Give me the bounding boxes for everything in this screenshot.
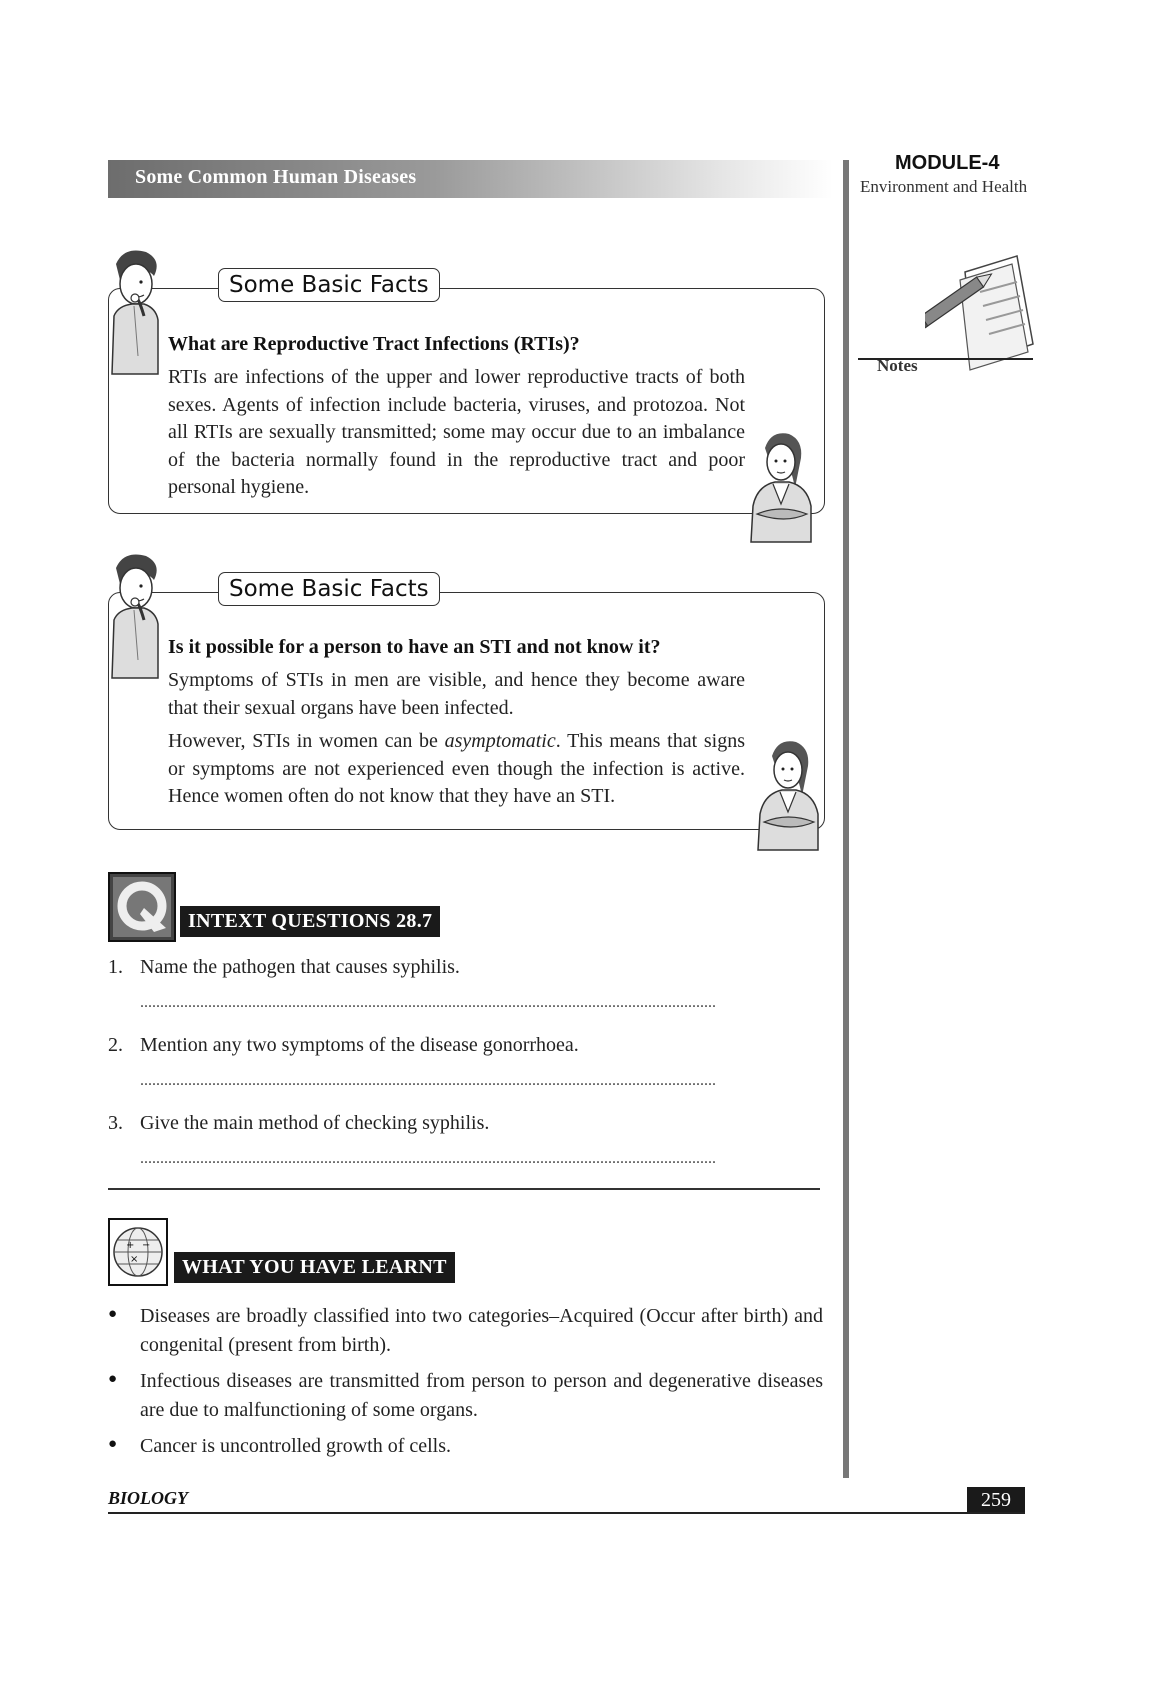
- list-item: [108, 1432, 823, 1461]
- svg-text:+: +: [126, 1240, 135, 1251]
- notepad-pencil-icon: [925, 252, 1035, 372]
- notes-label: Notes: [877, 356, 918, 375]
- question-q-icon: [108, 872, 176, 942]
- bullet-text: Cancer is uncontrolled growth of cells.: [140, 1435, 452, 1457]
- section-divider: [108, 1188, 820, 1190]
- bullet-icon: ●: [108, 1436, 118, 1452]
- learnt-list: [108, 1302, 823, 1461]
- girl-arms-crossed-icon: [745, 428, 817, 543]
- page-number: 259: [967, 1487, 1025, 1514]
- facts-paragraph: However, STIs in women can be asymptomatic. This means that signs or symptoms are not experienced even though the infection is active. Hence women often do not know that they have an STI.: [168, 730, 745, 807]
- facts-question: Is it possible for a person to have an STI and not know it?: [168, 636, 661, 658]
- boy-thinking-icon: [104, 246, 166, 376]
- margin-divider: [843, 160, 849, 1478]
- module-label: MODULE-4: [895, 152, 1000, 174]
- bullet-icon: ●: [108, 1371, 118, 1387]
- module-subtitle: Environment and Health: [860, 177, 1028, 196]
- list-item: [108, 1367, 823, 1424]
- question-item: [108, 1034, 579, 1057]
- facts-title: Some Basic Facts: [218, 268, 440, 302]
- chapter-title: Some Common Human Diseases: [135, 166, 417, 188]
- facts-body: [168, 667, 745, 811]
- subject-label: BIOLOGY: [108, 1488, 188, 1508]
- svg-text:×: ×: [130, 1254, 139, 1265]
- question-text: Mention any two symptoms of the disease gonorrhoea.: [140, 1034, 579, 1056]
- what-you-have-learnt-label: WHAT YOU HAVE LEARNT: [174, 1252, 455, 1283]
- bullet-icon: ●: [108, 1306, 118, 1322]
- emphasis-term: asymptomatic: [444, 730, 556, 752]
- question-text: Name the pathogen that causes syphilis.: [140, 956, 460, 978]
- bullet-text: Diseases are broadly classified into two categories–Acquired (Occur after birth) and congenital (present from birth).: [140, 1305, 823, 1356]
- svg-text:−: −: [142, 1240, 151, 1251]
- facts-paragraph: Symptoms of STIs in men are visible, and hence they become aware that their sexual organs have been infected.: [168, 669, 745, 719]
- list-item: [108, 1302, 823, 1359]
- question-number: 3.: [108, 1112, 123, 1134]
- question-item: [108, 956, 460, 979]
- facts-question: What are Reproductive Tract Infections (RTIs)?: [168, 333, 580, 355]
- facts-title: Some Basic Facts: [218, 572, 440, 606]
- girl-arms-crossed-icon: [752, 736, 824, 851]
- answer-line[interactable]: ................................................................................................................................................: [140, 1072, 716, 1089]
- question-number: 1.: [108, 956, 123, 978]
- answer-line[interactable]: ................................................................................................................................................: [140, 1150, 716, 1167]
- intext-questions-label: INTEXT QUESTIONS 28.7: [180, 906, 440, 937]
- footer-rule: [108, 1512, 1025, 1514]
- answer-line[interactable]: ................................................................................................................................................: [140, 994, 716, 1011]
- question-text: Give the main method of checking syphilis.: [140, 1112, 490, 1134]
- bullet-text: Infectious diseases are transmitted from person to person and degenerative diseases are due to malfunctioning of some organs.: [140, 1370, 823, 1421]
- globe-math-icon: [108, 1218, 168, 1286]
- question-number: 2.: [108, 1034, 123, 1056]
- facts-body: [168, 364, 745, 502]
- question-item: [108, 1112, 489, 1135]
- boy-thinking-icon: [104, 550, 166, 680]
- facts-paragraph: RTIs are infections of the upper and lower reproductive tracts of both sexes. Agents of infection include bacteria, viruses, and protozoa. Not all RTIs are sexually transmitted; some may occur due to an imbalance of the bacteria normally found in the reproductive tract and poor personal hygiene.: [168, 366, 745, 498]
